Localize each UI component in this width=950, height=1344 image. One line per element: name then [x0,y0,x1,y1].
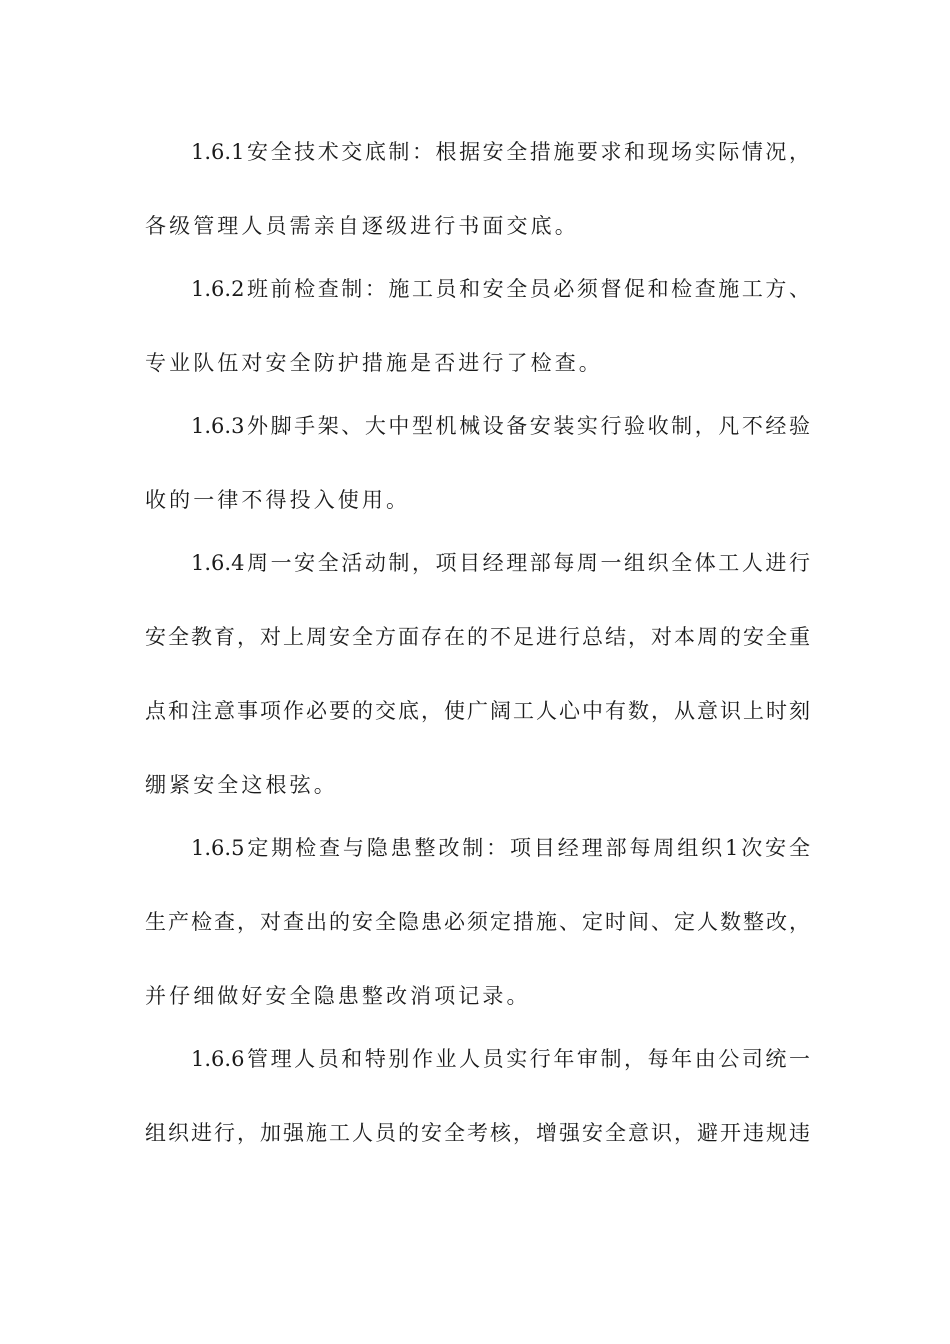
text-line: 1.6.1安全技术交底制：根据安全措施要求和现场实际情况， [191,140,810,164]
text-line: 1.6.4周一安全活动制，项目经理部每周一组织全体工人进行 [191,551,810,575]
text-line: 绷紧安全这根弦。 [145,773,338,797]
text-line: 1.6.3外脚手架、大中型机械设备安装实行验收制，凡不经验 [191,414,810,438]
text-line: 1.6.2班前检查制：施工员和安全员必须督促和检查施工方、 [191,277,810,301]
text-line: 各级管理人员需亲自逐级进行书面交底。 [145,214,579,238]
text-line: 专业队伍对安全防护措施是否进行了检查。 [145,351,603,375]
text-line: 点和注意事项作必要的交底，使广阔工人心中有数，从意识上时刻 [145,699,810,723]
text-line: 安全教育，对上周安全方面存在的不足进行总结，对本周的安全重 [145,625,810,649]
text-line: 1.6.5定期检查与隐患整改制：项目经理部每周组织1次安全 [191,836,810,860]
text-line: 组织进行，加强施工人员的安全考核，增强安全意识，避开违规违 [145,1121,810,1145]
text-line: 并仔细做好安全隐患整改消项记录。 [145,984,531,1008]
text-line: 1.6.6管理人员和特别作业人员实行年审制，每年由公司统一 [191,1047,810,1071]
text-line: 生产检查，对查出的安全隐患必须定措施、定时间、定人数整改， [145,910,810,934]
text-line: 收的一律不得投入使用。 [145,488,411,512]
